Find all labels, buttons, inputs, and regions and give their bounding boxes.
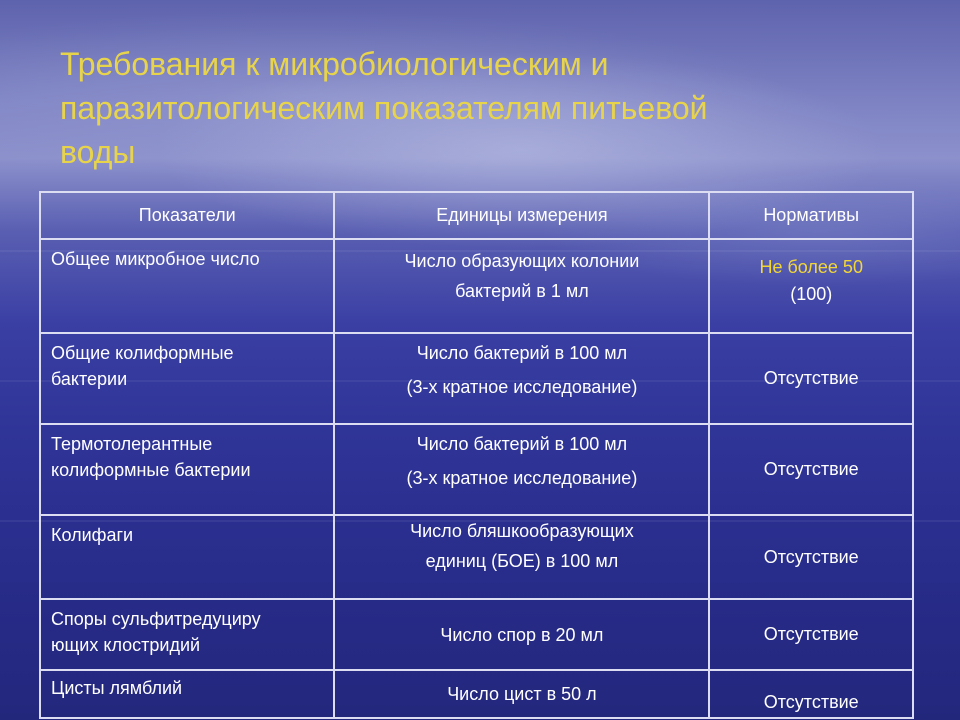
norm-cell <box>709 670 913 718</box>
indicator-cell <box>40 599 334 670</box>
unit-text: бактерий в 1 мл <box>455 281 589 301</box>
title-line: Требования к микробиологическим и <box>60 46 609 82</box>
indicator-text: бактерии <box>51 369 128 389</box>
unit-cell <box>334 515 709 599</box>
unit-text: Число спор в 20 мл <box>440 624 604 645</box>
header-units: Единицы измерения <box>334 192 709 239</box>
unit-text: Число образующих колонии <box>404 251 640 271</box>
unit-text: Число бактерий в 100 мл <box>416 343 628 363</box>
requirements-table <box>39 191 914 719</box>
indicator-text: Споры сульфитредуциру <box>51 609 261 629</box>
indicator-text: Общие колиформные <box>51 343 234 363</box>
unit-cell <box>334 239 709 333</box>
table-row <box>40 424 913 515</box>
header-indicators: Показатели <box>40 192 334 239</box>
table-row <box>40 599 913 670</box>
slide-title <box>60 42 880 174</box>
norm-cell <box>709 333 913 424</box>
norm-cell <box>709 424 913 515</box>
title-line: паразитологическим показателям питьевой <box>60 90 708 126</box>
unit-cell <box>334 670 709 718</box>
norm-text: Отсутствие <box>763 546 859 567</box>
unit-text: Число бактерий в 100 мл <box>416 434 628 454</box>
unit-text: Число цист в 50 л <box>447 684 597 704</box>
indicator-cell <box>40 333 334 424</box>
indicator-cell <box>40 239 334 333</box>
norm-text: Отсутствие <box>763 368 859 388</box>
title-line: воды <box>60 134 136 170</box>
indicator-text: Термотолерантные <box>51 434 213 454</box>
norm-cell <box>709 599 913 670</box>
unit-text: Число бляшкообразующих <box>410 521 634 541</box>
norm-limit-text: Не более 50 <box>759 257 863 277</box>
indicator-text: ющих клостридий <box>51 635 201 655</box>
table-row <box>40 515 913 599</box>
indicator-text: Цисты лямблий <box>51 678 183 698</box>
unit-cell <box>334 424 709 515</box>
norm-cell <box>709 239 913 333</box>
unit-cell <box>334 333 709 424</box>
table-row <box>40 670 913 718</box>
norm-text: Отсутствие <box>763 459 859 479</box>
norm-alt-text: (100) <box>790 284 833 304</box>
table-row <box>40 239 913 333</box>
indicator-cell <box>40 670 334 718</box>
indicator-cell <box>40 515 334 599</box>
table-row <box>40 333 913 424</box>
norm-text: Отсутствие <box>763 692 859 712</box>
indicator-cell <box>40 424 334 515</box>
unit-text: (3-х кратное исследование) <box>406 377 638 397</box>
table-header-row <box>40 192 913 239</box>
indicator-text: Общее микробное число <box>51 249 260 269</box>
unit-cell <box>334 599 709 670</box>
header-norms: Нормативы <box>709 192 913 239</box>
norm-cell <box>709 515 913 599</box>
indicator-text: колиформные бактерии <box>51 460 251 480</box>
unit-text: единиц (БОЕ) в 100 мл <box>425 551 619 571</box>
norm-text: Отсутствие <box>763 624 859 644</box>
indicator-text: Колифаги <box>51 525 134 545</box>
unit-text: (3-х кратное исследование) <box>406 468 638 488</box>
